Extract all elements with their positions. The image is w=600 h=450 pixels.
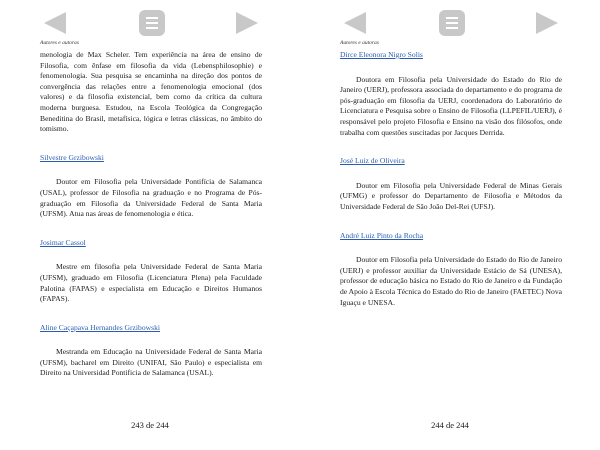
navigation-bar	[330, 8, 562, 38]
page-number: 244 de 244	[431, 420, 469, 430]
running-head: Autores e autoras	[340, 40, 379, 46]
menu-icon	[437, 8, 467, 38]
arrow-right-icon	[232, 8, 262, 38]
running-head: Autores e autoras	[40, 40, 79, 46]
author-link[interactable]: André Luiz Pinto da Rocha	[340, 230, 424, 240]
author-bio: Mestre em filosofia pela Universidade Federal de Santa Maria (UFSM), graduado em Filosofia (Licenciatura Plena) pela Faculdade Palotina (FAPAS) e especialista em Educação e Direitos Humanos (FAPAS).	[40, 262, 262, 304]
author-link[interactable]: Silvestre Grzibowski	[40, 152, 104, 162]
author-bio: Mestranda em Educação na Universidade Federal de Santa Maria (UFSM), bacharel em Direito (UNIFAI, São Paulo) e especialista em Direito na Universidad Pontificia de Salamanca (USAL).	[40, 347, 262, 378]
menu-button[interactable]	[137, 8, 167, 38]
arrow-left-icon	[40, 8, 70, 38]
author-link[interactable]: Josimar Cassol	[40, 237, 86, 247]
navigation-bar	[30, 8, 262, 38]
page-content	[40, 50, 262, 379]
next-page-button[interactable]	[532, 8, 562, 38]
continuation-paragraph: menologia de Max Scheler. Tem experiência na área de ensino de Filosofia, com ênfase em filosofia da vida (Lebensphilosophie) e fenomenologia. Sua pesquisa se encaminha na direção dos pontos de convergência das relações entre a fenomenologia emocional (dos valores) e da filosofia existencial, bem como da crítica da cultura moderna burguesa. Estudou, na Escola Teológica da Congregação Beneditina do Brasil, metafísica, lógica e letras clássicas, no âmbito do tomismo.	[40, 50, 262, 134]
arrow-left-icon	[340, 8, 370, 38]
menu-icon	[137, 8, 167, 38]
author-bio: Doutor em Filosofia pela Universidade Pontifícia de Salamanca (USAL), professor de Filosofia na graduação e no Programa de Pós-graduação em Filosofia da Universidade Federal de Santa Maria (UFSM). Atua nas áreas de fenomenologia e ética.	[40, 177, 262, 219]
author-bio: Doutora em Filosofia pela Universidade do Estado do Rio de Janeiro (UERJ), professora associada do departamento e do programa de pós-graduação em filosofia da UERJ, coordenadora do Laboratório de Licenciatura e Pesquisa sobre o Ensino de Filosofia (LLPEFIL/UERJ), é responsável pelo projeto Filosofia e Ensino na visão dos filósofos, onde trabalha com questões suscitadas por Jacques Derrida.	[340, 74, 562, 137]
menu-button[interactable]	[437, 8, 467, 38]
page-content	[340, 50, 562, 308]
author-link[interactable]: José Luiz de Oliveira	[340, 156, 405, 166]
prev-page-button[interactable]	[340, 8, 370, 38]
prev-page-button[interactable]	[40, 8, 70, 38]
author-bio: Doutor em Filosofia pela Universidade do Estado do Rio de Janeiro (UERJ) e professor auxiliar da Universidade Estácio de Sá (UNESA), professor de educação básica no Estado do Rio de Janeiro e da Fundação de Apoio à Escola Técnica do Estado do Rio de Janeiro (FAETEC) Nova Iguaçu e UNESA.	[340, 255, 562, 307]
right-page	[300, 0, 600, 450]
author-link[interactable]: Aline Caçapava Hernandes Grzibowski	[40, 322, 160, 332]
next-page-button[interactable]	[232, 8, 262, 38]
author-bio: Doutor em Filosofia pela Universidade Federal de Minas Gerais (UFMG) e professor do Departamento de Filosofia e Métodos da Universidade Federal de São João Del-Rei (UFSJ).	[340, 180, 562, 211]
page-number: 243 de 244	[131, 420, 169, 430]
author-link[interactable]: Dirce Eleonora Nigro Solis	[340, 50, 423, 59]
arrow-right-icon	[532, 8, 562, 38]
